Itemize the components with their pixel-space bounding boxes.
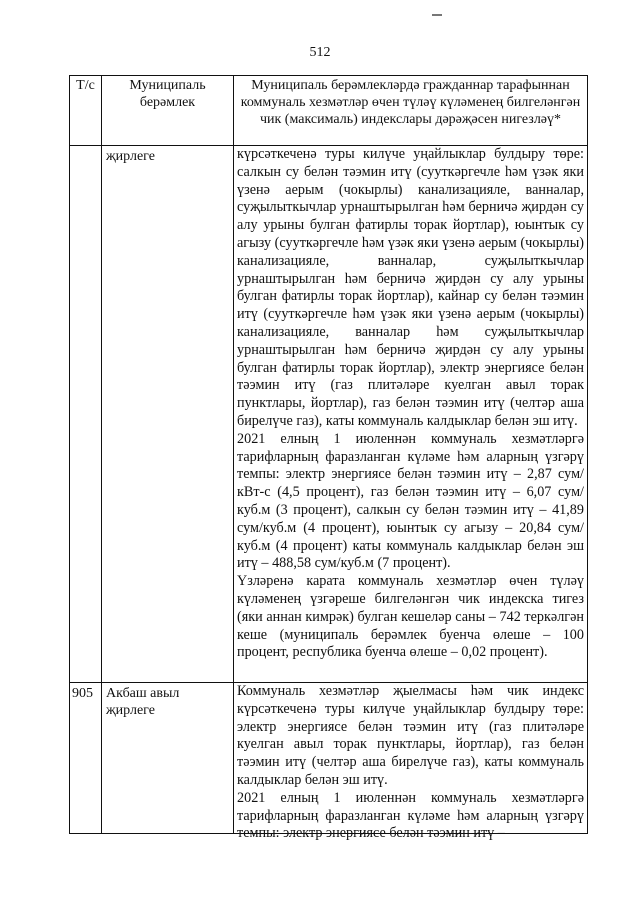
- header-number: Т/с: [70, 76, 102, 146]
- row-municipality: Акбаш авыл җирлеге: [102, 683, 234, 834]
- page-number: 512: [309, 45, 331, 60]
- scan-artifact: [432, 14, 442, 16]
- row-basis-text: [234, 683, 588, 842]
- table-header-row: [70, 76, 588, 146]
- paragraph: 2021 елның 1 июленнән коммуналь хезмәтләргә тарифларның фаразланган күләме һәм аларның үзгәрү темпы: электр энергиясе белән тәэмин итү –: [237, 789, 584, 842]
- row-municipality: җирлеге: [102, 146, 234, 683]
- row-number: 905: [70, 683, 102, 834]
- header-basis: Муниципаль берәмлекләрдә гражданнар тарафыннан коммуналь хезмәтләр өчен түләү күләменең билгеләнгән чик (максималь) индекслары дәрәҗәсен нигезләү*: [234, 76, 588, 146]
- paragraph: Коммуналь хезмәтләр җыелмасы һәм чик индекс күрсәткеченә туры килүче уңайлыклар булдыру төре: электр энергиясе белән тәэмин итү (газ плитәләре куелган авыл торак пунктлары, йортлар), газ белән тәэмин итү (челтәр аша бирелүче газ), каты коммуналь калдыклар белән эш итү.: [237, 683, 584, 788]
- table-row: [70, 683, 588, 834]
- paragraph: күрсәткеченә туры килүче уңайлыклар булдыру төре: салкын су белән тәэмин итү (сууткәргечле һәм үзәк яки үзенә аерым (чокырлы) канализацияле, ванналар, суҗылыткычлар урнаштырылган һәм берничә җирдән су алу урыны булган фатирлы торак йортлар), юынтык су агызу (сууткәргечле һәм үзәк яки үзенә аерым (чокырлы) канализацияле, ванналар, суҗылыткычлар урнаштырылган һәм берничә җирдән су алу урыны булган фатирлы торак йортлар), кайнар су белән тәэмин итү (сууткәргечле һәм үзәк яки үзенә аерым (чокырлы) канализацияле, ванналар һәм суҗылыткычлар урнаштырылган һәм берничә җирдән су алу урыны булган фатирлы торак йортлар), электр энергиясе белән тәэмин итү (газ плитәләре куелган авыл торак пунктлары, йортлар), газ белән тәэмин итү (челтәр аша бирелүче газ), каты коммуналь калдыклар белән эш итү.: [237, 146, 584, 429]
- row-basis-text: [234, 146, 588, 683]
- paragraph: 2021 елның 1 июленнән коммуналь хезмәтләргә тарифларның фаразланган күләме һәм аларның үзгәрү темпы: электр энергиясе белән тәэмин итү – 2,87 сум/кВт-с (4,5 процент), газ белән тәэмин итү – 6,07 сум/куб.м (3 процент), салкын су белән тәэмин итү – 41,89 сум/куб.м (4 процент), юынтык су агызу – 20,84 сум/куб.м (4 процент) каты коммуналь калдыклар белән эш итү – 488,58 сум/куб.м (7 процент).: [237, 430, 584, 572]
- paragraph: Үзләренә карата коммуналь хезмәтләр өчен түләү күләменең үзгәреше билгеләнгән чик индекска тигез (яки аннан кимрәк) булган кешеләр саны – 742 теркәлгән кеше (муниципаль берәмлек буенча өлеше – 100 процент, республика буенча өлеше – 0,02 процент).: [237, 573, 584, 661]
- tariff-table: [69, 75, 588, 842]
- table-row: [70, 146, 588, 683]
- row-number: [70, 146, 102, 683]
- header-municipality: Муниципаль берәмлек: [102, 76, 234, 146]
